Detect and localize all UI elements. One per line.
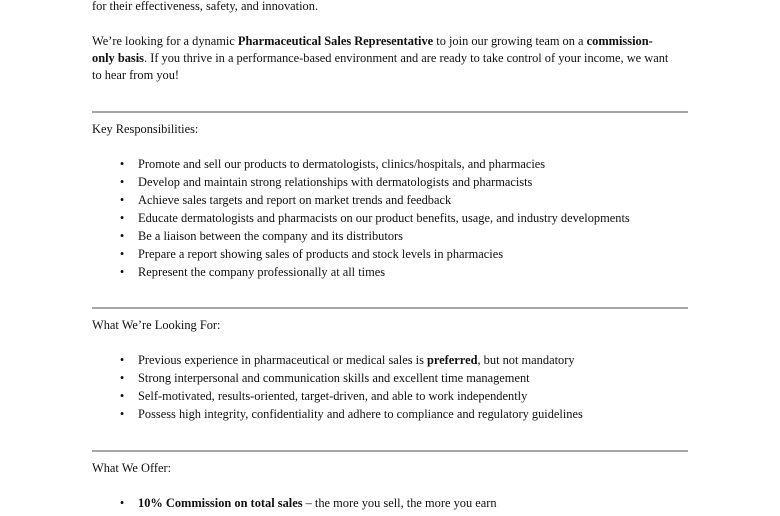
section-heading-responsibilities: Key Responsibilities: — [92, 122, 199, 136]
section-divider — [92, 450, 688, 452]
bullet-icon: • — [119, 175, 125, 189]
bullet-icon: • — [119, 157, 125, 171]
job-title: Pharmaceutical Sales Representative — [237, 34, 434, 48]
bullet-icon: • — [119, 193, 125, 207]
bullet-icon: • — [119, 496, 125, 510]
bullet-icon: • — [119, 389, 125, 403]
bullet-icon: • — [119, 211, 125, 225]
bullet-icon: • — [119, 229, 125, 243]
bullet-icon: • — [119, 265, 125, 279]
section-heading-offer: What We Offer: — [92, 461, 172, 475]
intro-line-2: only basis. If you thrive in a performance-based environment and are ready to take control of your income, we want — [92, 51, 669, 65]
intro-line-0: for their effectiveness, safety, and innovation. — [92, 0, 319, 13]
bullet-icon: • — [119, 371, 125, 385]
intro-line-1: We’re looking for a dynamic Pharmaceutical Sales Representative to join our growing team on a commission- — [92, 34, 653, 48]
section-divider — [92, 111, 688, 113]
intro-line-3: to hear from you! — [92, 68, 180, 82]
section-divider — [92, 307, 688, 309]
bullet-icon: • — [119, 353, 125, 367]
bullet-icon: • — [119, 407, 125, 421]
section-heading-looking-for: What We’re Looking For: — [92, 318, 221, 332]
bullet-icon: • — [119, 247, 125, 261]
